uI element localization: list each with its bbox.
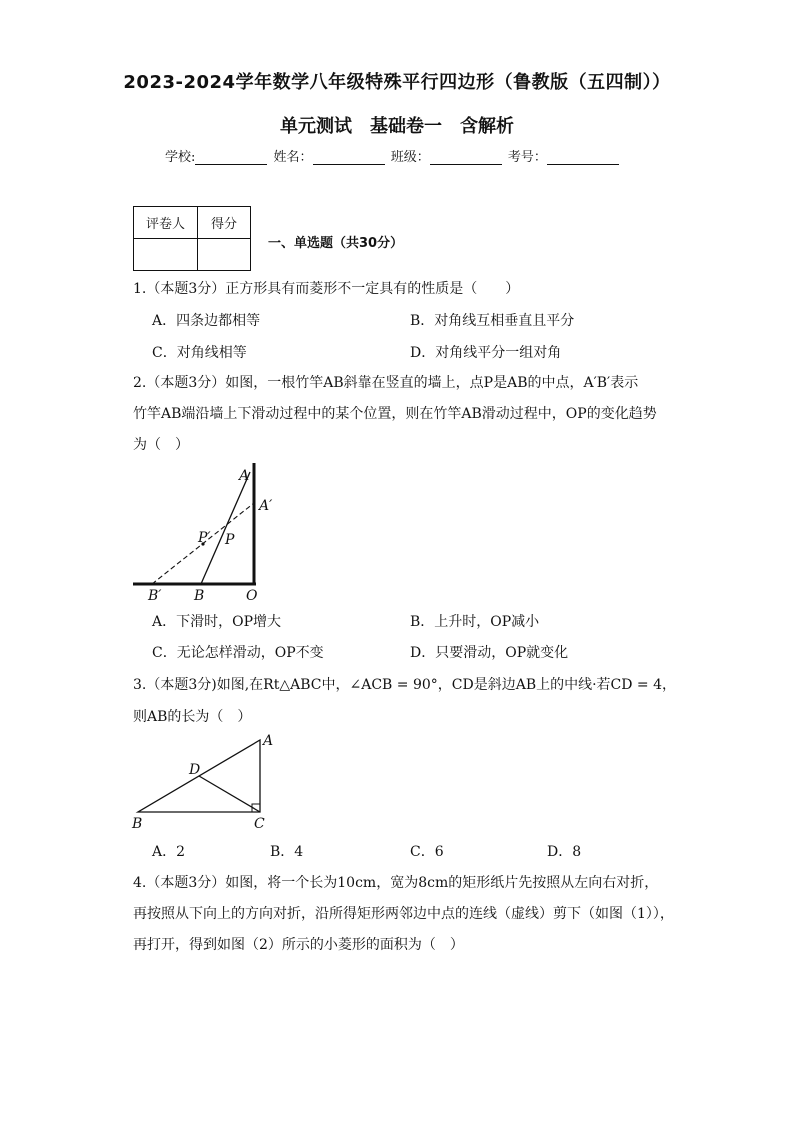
exam-number-field[interactable] <box>547 150 619 165</box>
q1-option-a[interactable]: A．四条边都相等 <box>152 313 261 329</box>
q2-option-a[interactable]: A．下滑时，OP增大 <box>152 614 282 630</box>
q3-option-c[interactable]: C．6 <box>410 844 444 860</box>
school-field[interactable] <box>195 150 267 165</box>
q2-option-b[interactable]: B．上升时，OP减小 <box>410 614 540 630</box>
section-title: 一、单选题（共30分） <box>268 236 404 251</box>
q1-option-c[interactable]: C．对角线相等 <box>152 345 247 361</box>
q3-stem-line1: 3.（本题3分)如图,在Rt△ABC中，∠ACB = 90°，CD是斜边AB上的中线·若CD = 4， <box>133 677 677 693</box>
document-title-line2: 单元测试 基础卷一 含解析 <box>280 116 514 137</box>
q2-option-c[interactable]: C．无论怎样滑动，OP不变 <box>152 645 324 661</box>
score-table <box>133 206 251 271</box>
q3-label-a: A <box>263 733 274 749</box>
class-label: 班级： <box>390 150 430 165</box>
score-header: 得分 <box>198 207 251 239</box>
q2-stem-line2: 竹竿AB端沿墙上下滑动过程中的某个位置，则在竹竿AB滑动过程中，OP的变化趋势 <box>133 406 657 422</box>
reviewer-cell[interactable] <box>134 239 198 271</box>
name-field[interactable] <box>313 150 385 165</box>
q2-pole-ab <box>201 472 250 584</box>
q2-label-a: A <box>239 468 250 484</box>
q2-label-o: O <box>246 588 258 604</box>
q3-figure <box>128 730 288 835</box>
q3-median-cd <box>199 776 260 812</box>
score-cell[interactable] <box>198 239 251 271</box>
student-info-row <box>165 146 621 165</box>
q3-option-d[interactable]: D．8 <box>547 844 582 860</box>
q1-option-b[interactable]: B．对角线互相垂直且平分 <box>410 313 575 329</box>
q3-label-b: B <box>132 816 143 832</box>
q3-stem-line2: 则AB的长为（ ） <box>133 709 252 725</box>
q2-option-d[interactable]: D．只要滑动，OP就变化 <box>410 645 569 661</box>
q2-figure <box>128 458 273 608</box>
q2-label-a-prime: A′ <box>259 498 273 514</box>
q1-option-d[interactable]: D．对角线平分一组对角 <box>410 345 562 361</box>
q3-label-d: D <box>189 762 201 778</box>
q4-stem-line3: 再打开，得到如图（2）所示的小菱形的面积为（ ） <box>133 937 464 953</box>
q2-label-b: B <box>194 588 205 604</box>
exam-number-label: 考号： <box>507 150 547 165</box>
q3-label-c: C <box>254 816 265 832</box>
q3-option-b[interactable]: B．4 <box>270 844 304 860</box>
q4-stem-line2: 再按照从下向上的方向对折，沿所得矩形两邻边中点的连线（虚线）剪下（如图（1））， <box>133 906 674 922</box>
reviewer-header: 评卷人 <box>134 207 198 239</box>
q2-stem-line3: 为（ ） <box>133 437 189 453</box>
q4-stem-line1: 4.（本题3分）如图，将一个长为10cm，宽为8cm的矩形纸片先按照从左向右对折， <box>133 875 659 891</box>
q2-label-b-prime: B′ <box>148 588 162 604</box>
name-label: 姓名： <box>273 150 313 165</box>
q1-stem: 1.（本题3分）正方形具有而菱形不一定具有的性质是（ ） <box>133 281 520 297</box>
document-title-line1: 2023-2024学年数学八年级特殊平行四边形（鲁教版（五四制）） <box>123 72 671 93</box>
school-label: 学校: <box>165 150 196 165</box>
q3-option-a[interactable]: A．2 <box>152 844 186 860</box>
q2-stem-line1: 2.（本题3分）如图，一根竹竿AB斜靠在竖直的墙上，点P是AB的中点，A′B′表示 <box>133 375 639 391</box>
q2-label-p-prime: P′ <box>198 530 211 546</box>
class-field[interactable] <box>430 150 502 165</box>
q2-label-p: P <box>225 532 235 548</box>
